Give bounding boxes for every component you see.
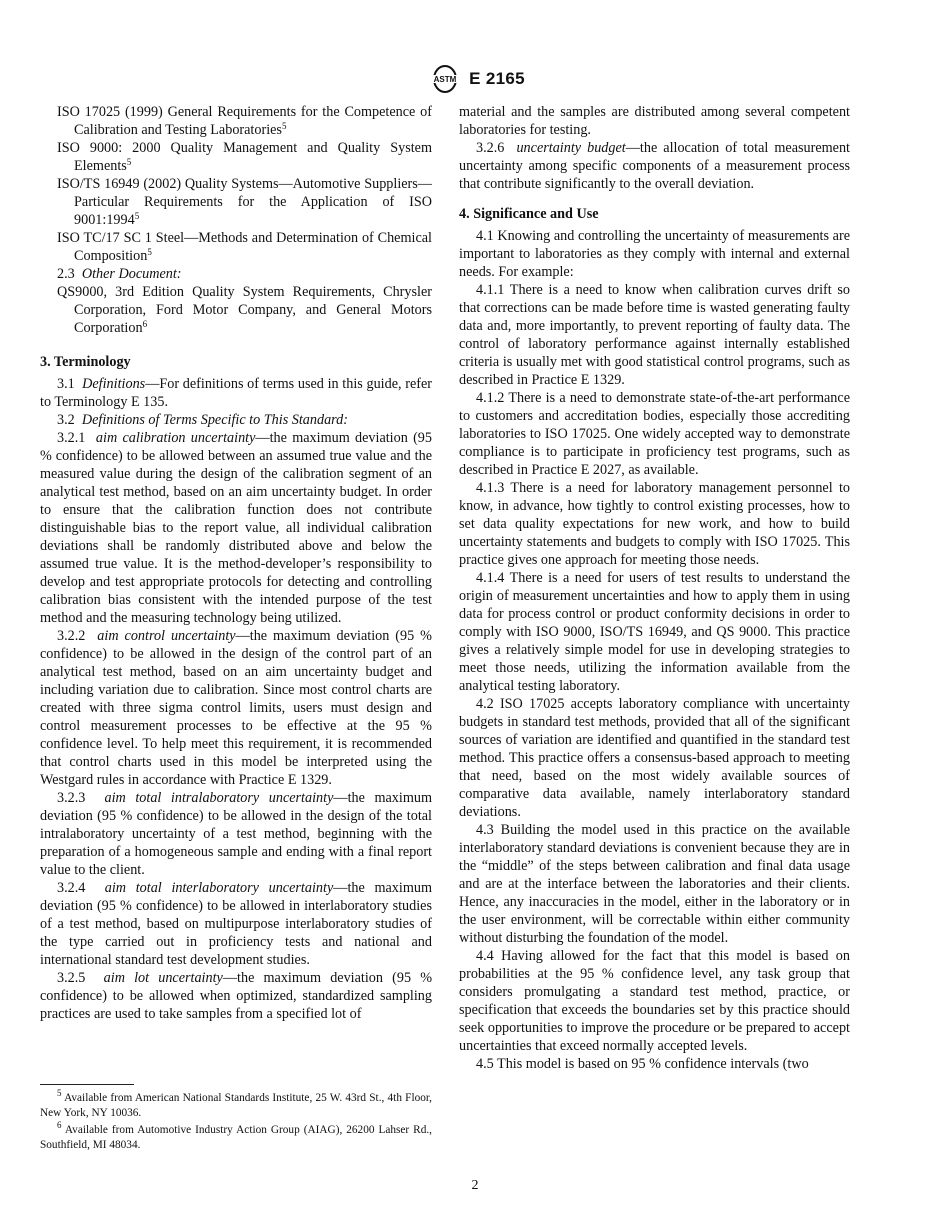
section-heading-significance: 4. Significance and Use	[459, 206, 599, 222]
paragraph-3-2-6: 3.2.6 uncertainty budget—the allocation of total measurement uncertainty among specific components of a measurement process that contribute significantly to the overall deviation.	[459, 140, 850, 192]
paragraph-4-4: 4.4 Having allowed for the fact that this model is based on probabilities at the 95 % confidence level, any task group that considers promulgating a standard test method, practice, or specification that exceeds the boundaries set by this practice should seek opportunities to improve the procedure or be prepared to accept uncertainties that exceed normally accepted levels.	[459, 948, 850, 1054]
page-number: 2	[471, 1178, 479, 1193]
reference-iso-17025: ISO 17025 (1999) General Requirements for the Competence of Calibration and Testing Laboratories$^5$	[57, 104, 432, 138]
section-2-3: 2.3 Other Document:	[57, 266, 182, 282]
page-header	[0, 64, 950, 94]
paragraph-3-2-4: 3.2.4 aim total interlaboratory uncertainty—the maximum deviation (95 % confidence) to be allowed in interlaboratory studies of a test method, based on multipurpose interlaboratory studies of the type carried out in proficiency tests and national and international standard test development studies.	[40, 880, 432, 968]
paragraph-4-1-4: 4.1.4 There is a need for users of test results to understand the origin of measurement uncertainties and how to apply them in using data for process control or product conformity decisions in order to comply with ISO 9000, ISO/TS 16949, and QS 9000. This practice gives a relatively simple model for use in developing strategies to meet those needs, utilizing the information available from the analytical testing laboratory.	[459, 570, 850, 694]
footnote-5: $^5$ Available from American National Standards Institute, 25 W. 43rd St., 4th Floor, New York, NY 10036.	[40, 1088, 433, 1119]
paragraph-4-3: 4.3 Building the model used in this practice on the available interlaboratory standard deviations is convenient because they are in the “middle” of the steps between calibration and final data usage and are at the interface between the laboratories and their clients. Hence, any inaccuracies in the model, either in the laboratory or in the user environment, will be correctable within either community without disturbing the foundation of the model.	[459, 822, 850, 946]
paragraph-4-1-1: 4.1.1 There is a need to know when calibration curves drift so that corrections can be made before time is wasted generating faulty data and, more importantly, to prevent reporting of faulty data. The control of laboratory performance against internally established criteria is usually met with good statistical control programs, such as described in Practice E 1329.	[459, 282, 850, 388]
paragraph-3-2: 3.2 Definitions of Terms Specific to This Standard:	[57, 412, 348, 428]
section-heading-terminology: 3. Terminology	[40, 354, 131, 370]
paragraph-3-2-2: 3.2.2 aim control uncertainty—the maximum deviation (95 % confidence) to be allowed in the design of the control part of an analytical test method, based on an aim uncertainty budget and including variation due to calibration. Since most control charts are created with three sigma control limits, users must design and control measurement processes to be effective at the 95 % confidence level. To help meet this requirement, it is recommended that control charts used in this model be interpreted using the Westgard rules in accordance with Practice E 1329.	[40, 628, 432, 788]
reference-iso-ts-16949: ISO/TS 16949 (2002) Quality Systems—Automotive Suppliers—Particular Requirements for the Application of ISO 9001:1994$^5$	[57, 176, 432, 228]
footnote-divider	[40, 1084, 134, 1085]
paragraph-3-2-3: 3.2.3 aim total intralaboratory uncertainty—the maximum deviation (95 % confidence) to be allowed in the design of the total intralaboratory uncertainty of a test method, beginning with the preparation of a homogeneous sample and ending with a final report value to the client.	[40, 790, 432, 878]
paragraph-3-2-5-continued: material and the samples are distributed among several competent laboratories for testing.	[459, 104, 850, 138]
astm-logo-icon	[425, 64, 465, 94]
footnotes	[40, 1088, 433, 1155]
paragraph-4-1: 4.1 Knowing and controlling the uncertainty of measurements are important to laboratories as they comply with internal and external needs. For example:	[459, 228, 850, 280]
paragraph-4-1-2: 4.1.2 There is a need to demonstrate state-of-the-art performance to customers and accreditation bodies, especially those accrediting laboratories to ISO 17025. One widely accepted way to demonstrate compliance is to participate in proficiency test programs, such as described in Practice E 2027, as available.	[459, 390, 850, 478]
paragraph-4-2: 4.2 ISO 17025 accepts laboratory compliance with uncertainty budgets in standard test methods, provided that all of the significant sources of variation are identified and quantified in the standard test method. This practice offers a consensus-based approach to meeting that need, based on the most widely available sources of comparative data available, namely interlaboratory standard deviations.	[459, 696, 850, 820]
paragraph-4-1-3: 4.1.3 There is a need for laboratory management personnel to know, in advance, how tightly to control existing processes, how to set data quality expectations for new work, and how to build uncertainty statements and budgets to comply with ISO 17025. This practice gives one approach for meeting those needs.	[459, 480, 850, 568]
paragraph-3-2-1: 3.2.1 aim calibration uncertainty—the maximum deviation (95 % confidence) to be allowed between an assumed true value and the measured value during the design of the calibration segment of an analytical test method, based on an aim uncertainty budget. In order to ensure that the calibration function does not contribute distinguishable bias to the report value, all individual calibration deviations shall be randomly distributed above and below the assumed true value. It is the method-developer’s responsibility to develop and test appropriate protocols for detecting and controlling calibration bias consistent with the intended purpose of the test method and the measuring technology being utilized.	[40, 430, 432, 626]
reference-qs9000: QS9000, 3rd Edition Quality System Requirements, Chrysler Corporation, Ford Motor Company, and General Motors Corporation$^6$	[57, 284, 432, 336]
document-number: E 2165	[469, 69, 525, 88]
reference-iso-tc17: ISO TC/17 SC 1 Steel—Methods and Determination of Chemical Composition$^5$	[57, 230, 432, 264]
right-column	[459, 103, 850, 1073]
paragraph-3-2-5: 3.2.5 aim lot uncertainty—the maximum deviation (95 % confidence) to be allowed when optimized, standardized sampling practices are used to take samples from a specified lot of	[40, 970, 433, 1022]
reference-iso-9000: ISO 9000: 2000 Quality Management and Quality System Elements$^5$	[57, 140, 432, 174]
footnote-6: $^6$ Available from Automotive Industry Action Group (AIAG), 26200 Lahser Rd., Southfield, MI 48034.	[40, 1120, 433, 1151]
paragraph-4-5: 4.5 This model is based on 95 % confidence intervals (two	[476, 1056, 809, 1072]
paragraph-3-1: 3.1 Definitions—For definitions of terms used in this guide, refer to Terminology E 135.	[40, 376, 433, 410]
logo-text: ASTM	[433, 75, 457, 84]
left-column	[40, 103, 432, 1023]
